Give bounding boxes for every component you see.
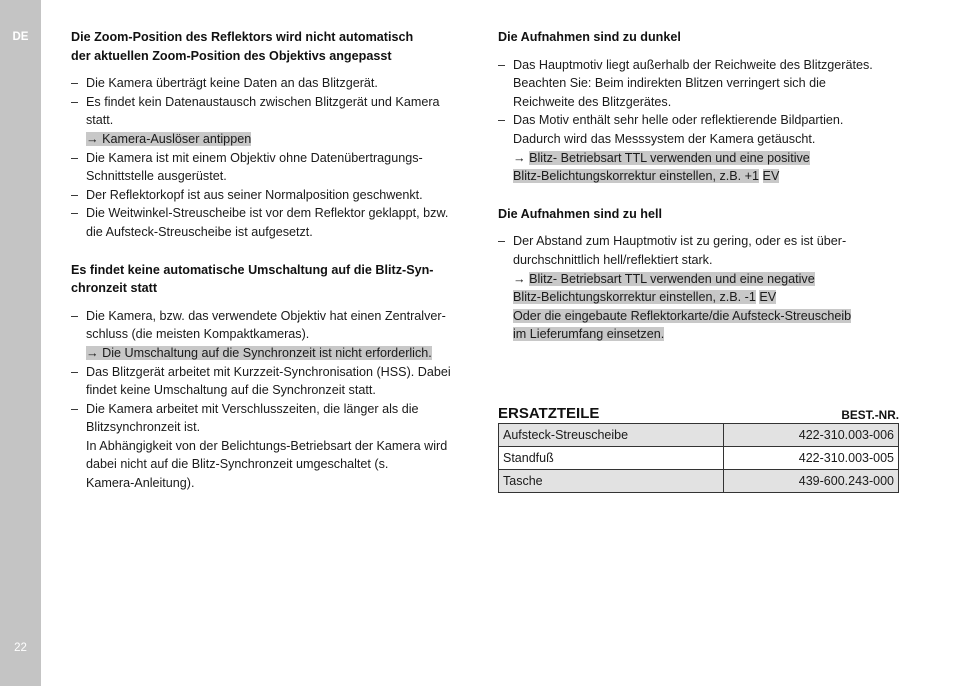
language-label: DE xyxy=(12,31,29,43)
part-name: Tasche xyxy=(499,470,724,493)
list-item: – Die Kamera arbeitet mit Verschlusszeiten, die länger als die Blitzsynchronzeit ist. In Abhängigkeit von der Belichtungs-Betriebsart der Kamera wird dabei nicht auf die Blitz-Synchronzeit umgeschaltet (s. Kamera-Anleitung). xyxy=(71,401,448,491)
action-line: Blitz-Belichtungskorrektur einstellen, z.B. +1 EV xyxy=(513,169,780,184)
section-heading-too-bright: Die Aufnahmen sind zu hell xyxy=(498,206,662,221)
part-name: Standfuß xyxy=(499,447,724,470)
arrow-icon: → xyxy=(513,271,526,286)
part-number: 422-310.003-006 xyxy=(724,424,899,447)
too-bright-list xyxy=(498,232,899,344)
left-column xyxy=(71,28,475,493)
sidebar xyxy=(0,0,41,686)
list-item: – Der Reflektorkopf ist aus seiner Normalposition geschwenkt. xyxy=(71,187,423,202)
order-number-header: BEST.-NR. xyxy=(841,408,899,422)
list-item: – Die Weitwinkel-Streuscheibe ist vor dem Reflektor geklappt, bzw. die Aufsteck-Streuscheibe ist aufgesetzt. xyxy=(71,206,449,239)
list-item: – Die Kamera ist mit einem Objektiv ohne Datenübertragungs- Schnittstelle ausgerüstet. xyxy=(71,150,423,184)
part-number: 439-600.243-000 xyxy=(724,470,899,493)
zoom-causes-list xyxy=(71,74,475,241)
list-item: – Die Kamera überträgt keine Daten an das Blitzgerät. xyxy=(71,76,378,91)
list-item: – Das Blitzgerät arbeitet mit Kurzzeit-Synchronisation (HSS). Dabei findet keine Umschaltung auf die Synchronzeit statt. xyxy=(71,364,451,398)
action-line: → Die Umschaltung auf die Synchronzeit ist nicht erforderlich. xyxy=(86,345,432,360)
table-row xyxy=(499,424,899,447)
list-item: – Das Motiv enthält sehr helle oder reflektierende Bildpartien. Dadurch wird das Messsystem der Kamera getäuscht. → Blitz- Betriebsart TTL verwenden und eine positive Blitz-Belichtungskorrektur einstellen, z.B. +1 EV xyxy=(498,111,899,185)
action-line: → Blitz- Betriebsart TTL verwenden und eine negative xyxy=(513,271,815,286)
section-heading-sync: Es findet keine automatische Umschaltung auf die Blitz-Syn- chronzeit statt xyxy=(71,262,434,296)
spare-parts xyxy=(498,403,899,493)
action-line: Oder die eingebaute Reflektorkarte/die Aufsteck-Streuscheib xyxy=(513,308,852,323)
table-row xyxy=(499,470,899,493)
action-line: → Blitz- Betriebsart TTL verwenden und eine positive xyxy=(513,150,810,165)
arrow-icon: → xyxy=(86,131,99,146)
right-column xyxy=(498,28,899,344)
part-name: Aufsteck-Streuscheibe xyxy=(499,424,724,447)
arrow-icon: → xyxy=(86,345,99,360)
arrow-icon: → xyxy=(513,150,526,165)
sync-causes-list xyxy=(71,307,475,493)
action-line: im Lieferumfang einsetzen. xyxy=(513,327,665,342)
ttl-mode-label: TTL xyxy=(624,271,647,286)
too-dark-list xyxy=(498,56,899,186)
spare-parts-table xyxy=(498,423,899,493)
table-row xyxy=(499,447,899,470)
action-line: → Kamera-Auslöser antippen xyxy=(86,131,252,146)
list-item: – Das Hauptmotiv liegt außerhalb der Reichweite des Blitzgerätes. Beachten Sie: Beim indirekten Blitzen verringert sich die Reichweite des Blitzgerätes. xyxy=(498,57,873,109)
list-item: – Die Kamera, bzw. das verwendete Objektiv hat einen Zentralver- schluss (die meisten Kompaktkameras). → Die Umschaltung auf die Synchronzeit ist nicht erforderlich. xyxy=(71,307,475,363)
list-item: – Der Abstand zum Hauptmotiv ist zu gering, oder es ist über- durchschnittlich hell/reflektiert stark. → Blitz- Betriebsart TTL verwenden und eine negative Blitz-Belichtungskorrektur einstellen, z.B. -1 EV Oder die eingebaute Reflektorkarte/die Aufsteck-Streuscheib im Lieferumfang einsetzen. xyxy=(498,232,899,344)
section-heading-too-dark: Die Aufnahmen sind zu dunkel xyxy=(498,30,681,44)
list-item: – Es findet kein Datenaustausch zwischen Blitzgerät und Kamera statt. → Kamera-Auslöser antippen xyxy=(71,93,475,149)
spare-parts-title: ERSATZTEILE xyxy=(498,405,600,422)
ttl-mode-label: TTL xyxy=(624,150,647,165)
section-heading-zoom-position: Die Zoom-Position des Reflektors wird nicht automatisch der aktuellen Zoom-Position des Objektivs angepasst xyxy=(71,30,414,63)
action-line: Blitz-Belichtungskorrektur einstellen, z.B. -1 EV xyxy=(513,290,777,305)
part-number: 422-310.003-005 xyxy=(724,447,899,470)
page-number: 22 xyxy=(14,642,27,654)
spare-parts-header xyxy=(498,403,899,422)
